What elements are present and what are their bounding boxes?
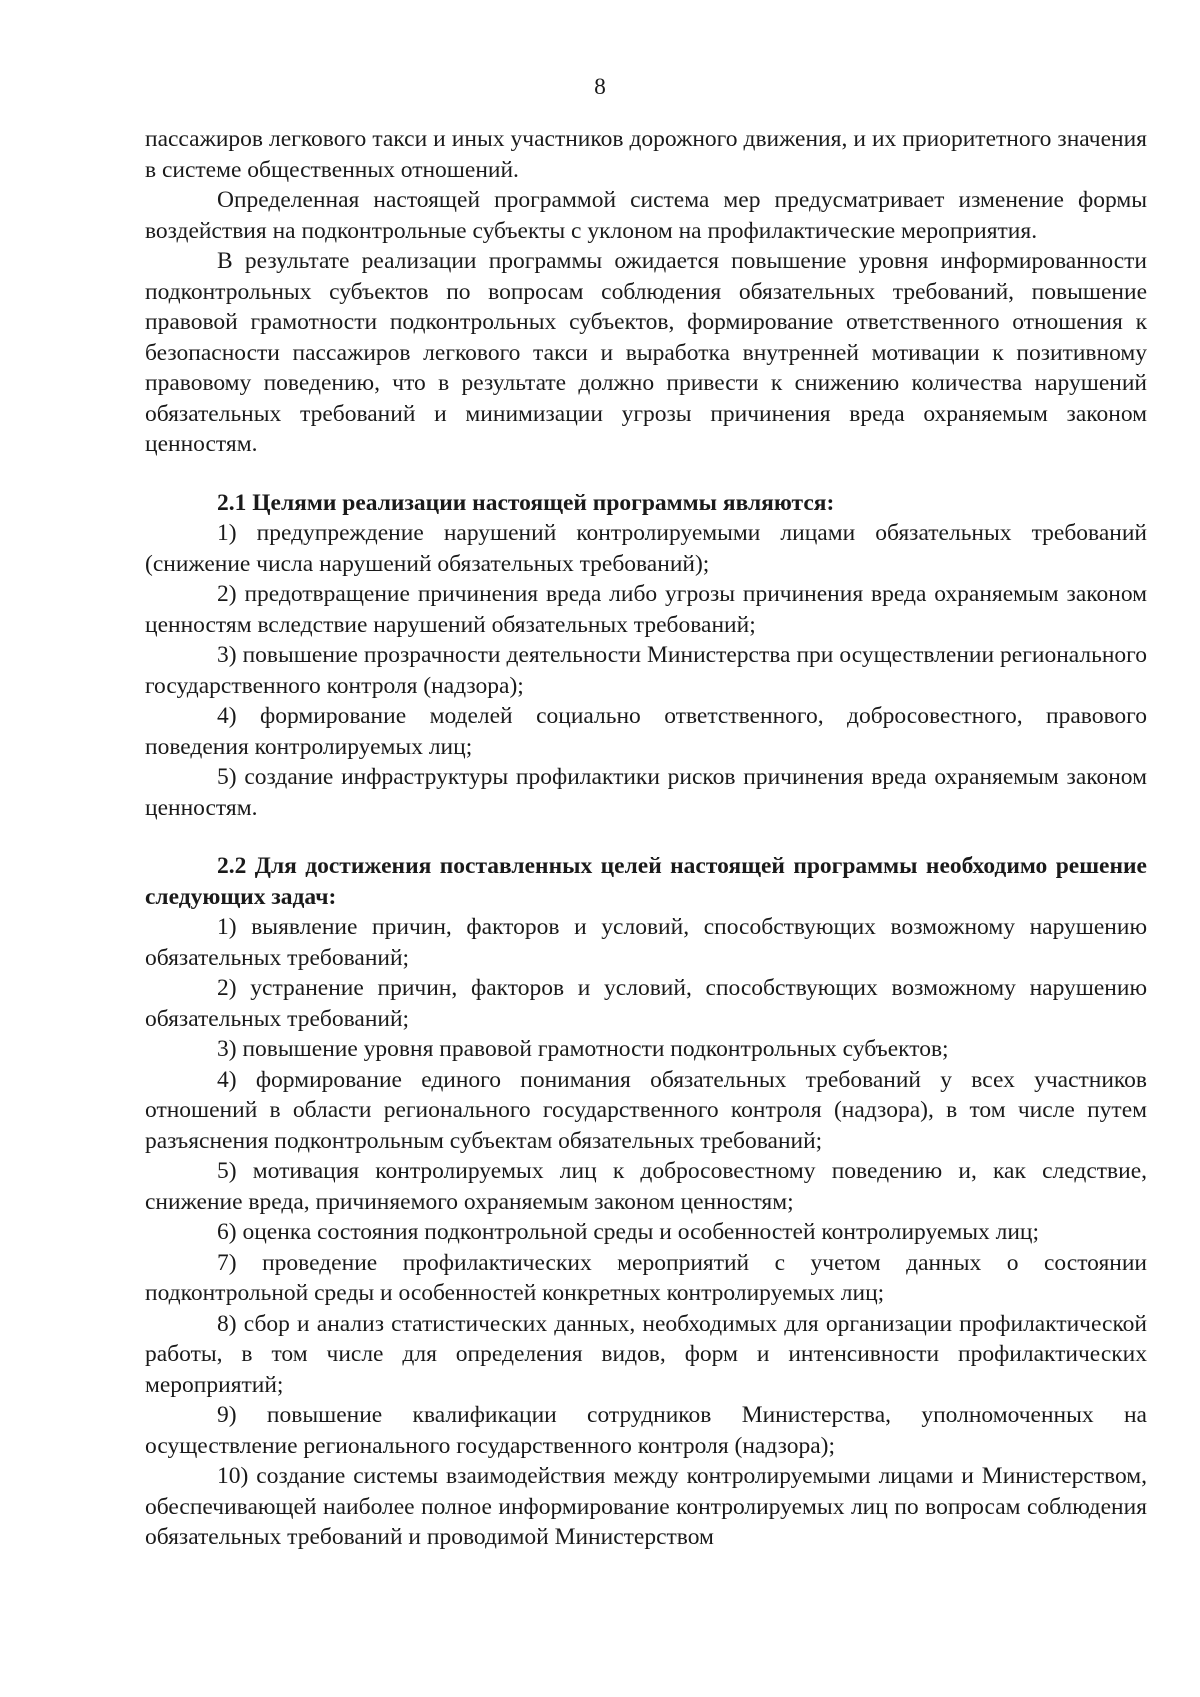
section-gap <box>145 823 1147 851</box>
goal-item: 2) предотвращение причинения вреда либо угрозы причинения вреда охраняемым законом ценностям вследствие нарушений обязательных требований; <box>145 581 1147 638</box>
task-item: 10) создание системы взаимодействия между контролируемыми лицами и Министерством, обеспечивающей наиболее полное информирование контролируемых лиц по вопросам соблюдения обязательных требований и проводимой Министерством <box>145 1463 1147 1550</box>
paragraph-expected-results: В результате реализации программы ожидается повышение уровня информированности подконтрольных субъектов по вопросам соблюдения обязательных требований, повышение правовой грамотности подконтрольных субъектов, формирование ответственного отношения к безопасности пассажиров легкового такси и выработка внутренней мотивации к позитивному правовому поведению, что в результате должно привести к снижению количества нарушений обязательных требований и минимизации угрозы причинения вреда охраняемым законом ценностям. <box>145 248 1147 457</box>
task-item: 3) повышение уровня правовой грамотности подконтрольных субъектов; <box>217 1036 949 1062</box>
task-item: 5) мотивация контролируемых лиц к добросовестному поведению и, как следствие, снижение вреда, причиняемого охраняемым законом ценностям; <box>145 1158 1147 1215</box>
goal-item: 3) повышение прозрачности деятельности Министерства при осуществлении регионального государственного контроля (надзора); <box>145 642 1147 699</box>
paragraph-continuation: пассажиров легкового такси и иных участников дорожного движения, и их приоритетного значения в системе общественных отношений. <box>145 126 1147 183</box>
goal-item: 4) формирование моделей социально ответственного, добросовестного, правового поведения контролируемых лиц; <box>145 703 1147 760</box>
task-item: 9) повышение квалификации сотрудников Министерства, уполномоченных на осуществление регионального государственного контроля (надзора); <box>145 1402 1147 1459</box>
task-item: 4) формирование единого понимания обязательных требований у всех участников отношений в области регионального государственного контроля (надзора), в том числе путем разъяснения подконтрольным субъектам обязательных требований; <box>145 1066 1147 1154</box>
task-item: 2) устранение причин, факторов и условий, способствующих возможному нарушению обязательных требований; <box>145 975 1147 1032</box>
paragraph-measures: Определенная настоящей программой система мер предусматривает изменение формы воздействия на подконтрольные субъекты с уклоном на профилактические мероприятия. <box>145 187 1147 244</box>
section-2-1-heading: 2.1 Целями реализации настоящей программы являются: <box>217 489 835 516</box>
section-2-2-heading: 2.2 Для достижения поставленных целей настоящей программы необходимо решение следующих задач: <box>145 853 1147 910</box>
section-gap <box>145 460 1147 488</box>
page-number: 8 <box>594 74 606 100</box>
document-body <box>145 124 1147 1553</box>
goal-item: 5) создание инфраструктуры профилактики рисков причинения вреда охраняемым законом ценностям. <box>145 764 1147 821</box>
task-item: 6) оценка состояния подконтрольной среды и особенностей контролируемых лиц; <box>217 1219 1040 1245</box>
goal-item: 1) предупреждение нарушений контролируемыми лицами обязательных требований (снижение числа нарушений обязательных требований); <box>145 520 1147 577</box>
task-item: 1) выявление причин, факторов и условий, способствующих возможному нарушению обязательных требований; <box>145 914 1147 971</box>
task-item: 8) сбор и анализ статистических данных, необходимых для организации профилактической работы, в том числе для определения видов, форм и интенсивности профилактических мероприятий; <box>145 1310 1147 1398</box>
task-item: 7) проведение профилактических мероприятий с учетом данных о состоянии подконтрольной среды и особенностей конкретных контролируемых лиц; <box>145 1249 1147 1306</box>
